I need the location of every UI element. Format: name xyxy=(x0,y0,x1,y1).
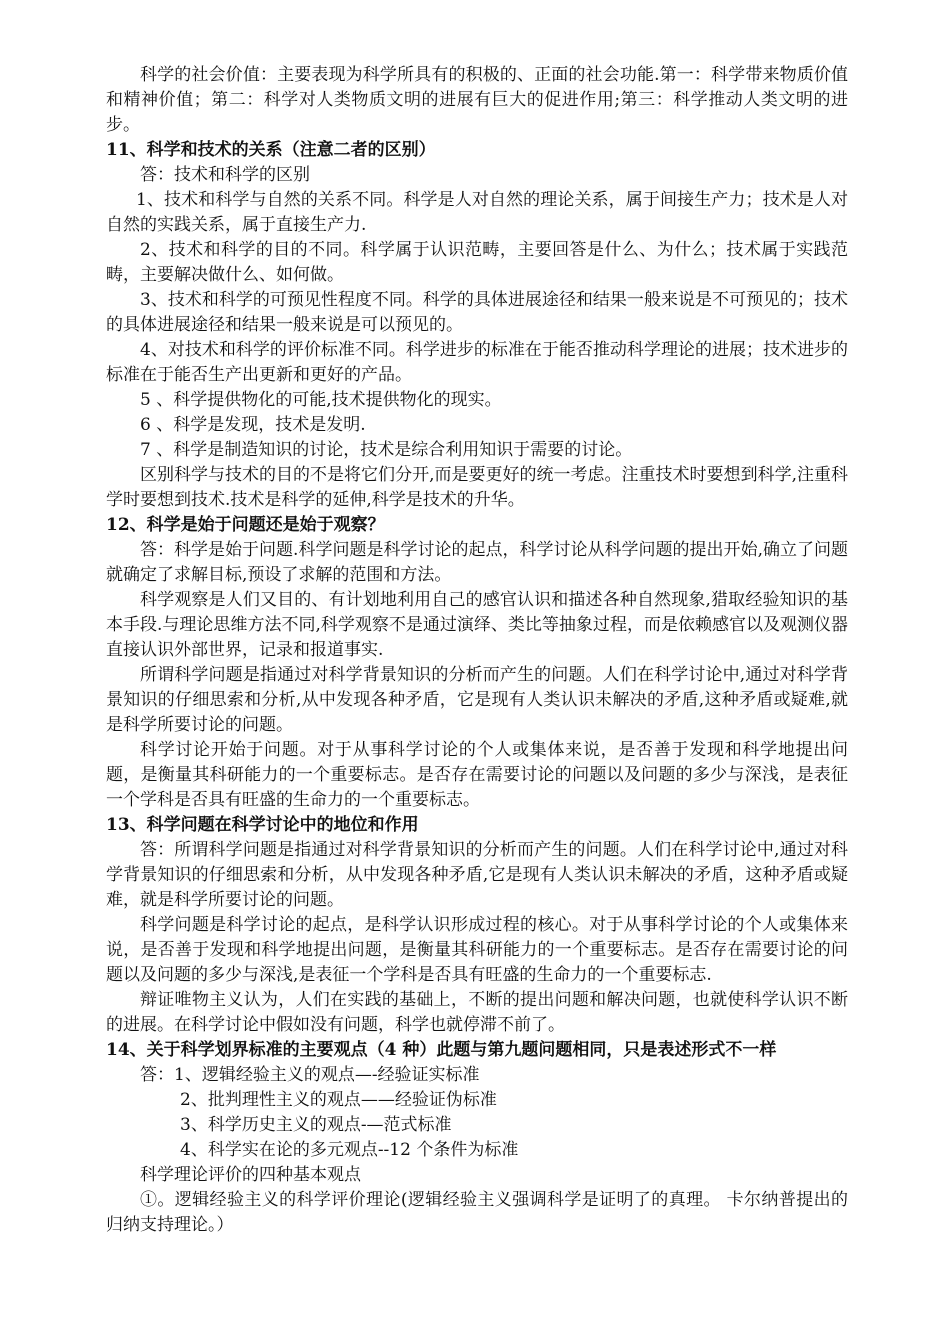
paragraph-q11-8: 区别科学与技术的目的不是将它们分开,而是要更好的统一考虑。注重技术时要想到科学,注重科学时要想到技术.技术是科学的延伸,科学是技术的升华。 xyxy=(106,465,848,510)
paragraph-q14-5: 科学理论评价的四种基本观点 xyxy=(140,1165,361,1185)
paragraph-q12-1: 答：科学是始于问题.科学问题是科学讨论的起点，科学讨论从科学问题的提出开始,确立了问题就确定了求解目标,预设了求解的范围和方法。 xyxy=(106,540,848,585)
paragraph-q12-2: 科学观察是人们又目的、有计划地利用自己的感官认识和描述各种自然现象,猎取经验知识的基本手段.与理论思维方法不同,科学观察不是通过演绎、类比等抽象过程，而是依赖感官以及观测仪器直接认识外部世界，记录和报道事实. xyxy=(106,590,848,660)
paragraph-q11-1: 1、技术和科学与自然的关系不同。科学是人对自然的理论关系，属于间接生产力；技术是人对自然的实践关系，属于直接生产力. xyxy=(106,190,848,235)
paragraph-q13-2: 科学问题是科学讨论的起点，是科学认识形成过程的核心。对于从事科学讨论的个人或集体来说，是否善于发现和科学地提出问题，是衡量其科研能力的一个重要标志。是否存在需要讨论的问题以及问题的多少与深浅,是表征一个学科是否具有旺盛的生命力的一个重要标志. xyxy=(106,915,848,985)
paragraph-social-value: 科学的社会价值：主要表现为科学所具有的积极的、正面的社会功能.第一：科学带来物质价值和精神价值；第二：科学对人类物质文明的进展有巨大的促进作用;第三：科学推动人类文明的进步。 xyxy=(106,65,848,135)
paragraph-q12-4: 科学讨论开始于问题。对于从事科学讨论的个人或集体来说，是否善于发现和科学地提出问题，是衡量其科研能力的一个重要标志。是否存在需要讨论的问题以及问题的多少与深浅，是表征一个学科是否具有旺盛的生命力的一个重要标志。 xyxy=(106,740,848,810)
answer-q14-1: 答：1、逻辑经验主义的观点—-经验证实标准 xyxy=(140,1065,480,1085)
heading-q12: 12、科学是始于问题还是始于观察？ xyxy=(106,515,385,535)
paragraph-q14-6: ①。逻辑经验主义的科学评价理论(逻辑经验主义强调科学是证明了的真理。 卡尔纳普提出的归纳支持理论。） xyxy=(106,1190,848,1235)
paragraph-q11-5: 5 、科学提供物化的可能,技术提供物化的现实。 xyxy=(140,390,502,410)
heading-q11: 11、科学和技术的关系（注意二者的区别） xyxy=(106,140,436,160)
paragraph-q11-3: 3、技术和科学的可预见性程度不同。科学的具体进展途径和结果一般来说是不可预见的；技术的具体进展途径和结果一般来说是可以预见的。 xyxy=(106,290,848,335)
paragraph-q13-3: 辩证唯物主义认为，人们在实践的基础上，不断的提出问题和解决问题，也就使科学认识不断的进展。在科学讨论中假如没有问题，科学也就停滞不前了。 xyxy=(106,990,848,1035)
answer-q14-3: 3、科学历史主义的观点-—范式标准 xyxy=(180,1115,452,1135)
paragraph-q11-7: 7 、科学是制造知识的讨论，技术是综合利用知识于需要的讨论。 xyxy=(140,440,633,460)
answer-q14-2: 2、批判理性主义的观点——经验证伪标准 xyxy=(180,1090,497,1110)
answer-q14-4: 4、科学实在论的多元观点--12 个条件为标准 xyxy=(180,1140,519,1160)
document-body xyxy=(106,63,848,1238)
heading-q13: 13、科学问题在科学讨论中的地位和作用 xyxy=(106,815,419,835)
paragraph-q13-1: 答：所谓科学问题是指通过对科学背景知识的分析而产生的问题。人们在科学讨论中,通过对科学背景知识的仔细思索和分析，从中发现各种矛盾,它是现有人类认识未解决的矛盾，这种矛盾或疑难，就是科学所要讨论的问题。 xyxy=(106,840,848,910)
paragraph-q11-2: 2、技术和科学的目的不同。科学属于认识范畴，主要回答是什么、为什么；技术属于实践范畴，主要解决做什么、如何做。 xyxy=(106,240,848,285)
paragraph-q11-6: 6 、科学是发现，技术是发明. xyxy=(140,415,366,435)
heading-q14: 14、关于科学划界标准的主要观点（4 种）此题与第九题问题相同，只是表述形式不一样 xyxy=(106,1040,777,1060)
paragraph-q11-4: 4、对技术和科学的评价标准不同。科学进步的标准在于能否推动科学理论的进展；技术进步的标准在于能否生产出更新和更好的产品。 xyxy=(106,340,848,385)
answer-q11-intro: 答：技术和科学的区别 xyxy=(140,165,310,185)
paragraph-q12-3: 所谓科学问题是指通过对科学背景知识的分析而产生的问题。人们在科学讨论中,通过对科学背景知识的仔细思索和分析,从中发现各种矛盾，它是现有人类认识未解决的矛盾,这种矛盾或疑难,就是科学所要讨论的问题。 xyxy=(106,665,848,735)
